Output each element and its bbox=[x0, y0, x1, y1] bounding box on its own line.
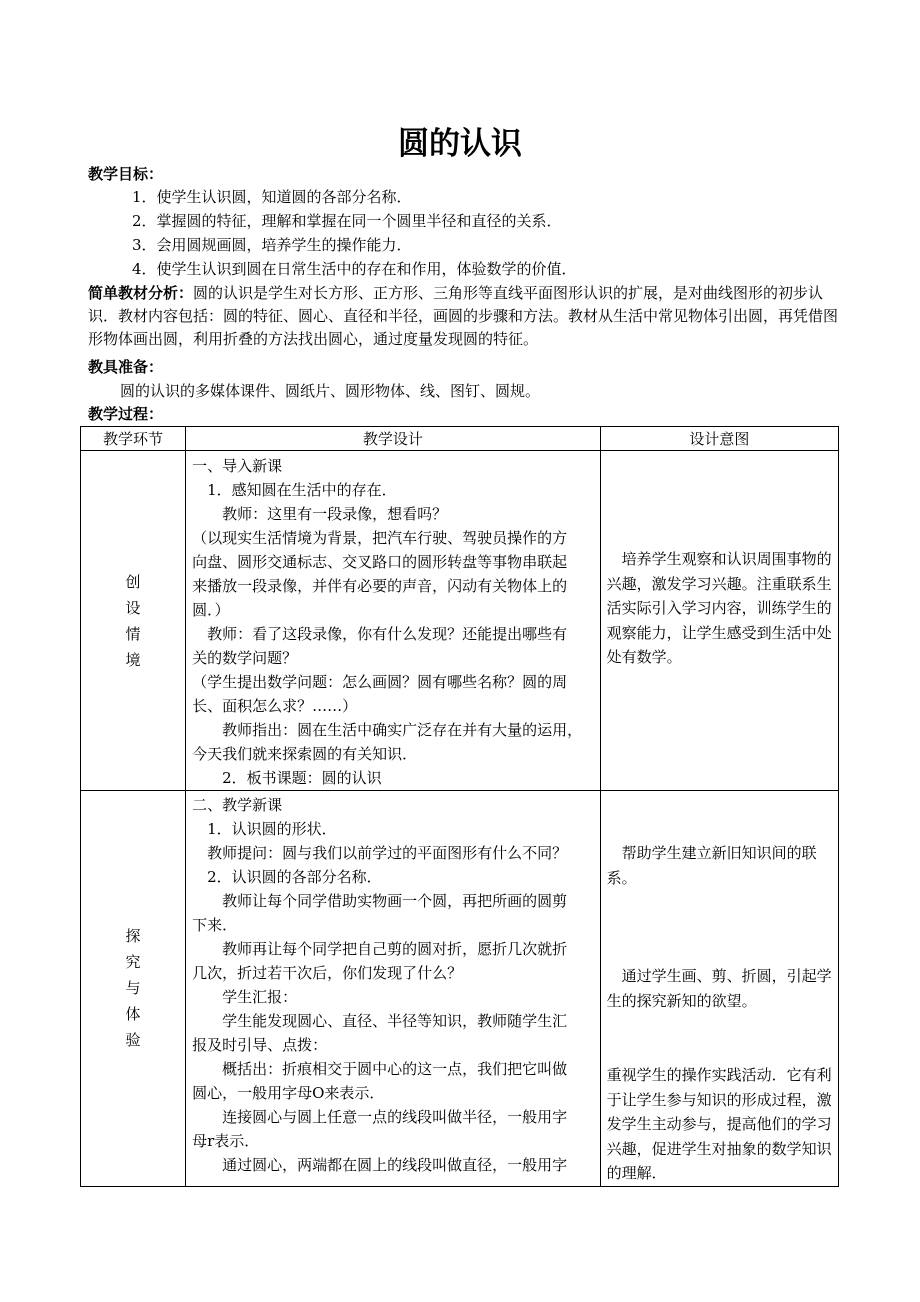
intent-text: 重视学生的操作实践活动．它有利于让学生参与知识的形成过程，激发学生主动参与，提高他们的学习兴趣，促进学生对抽象的数学知识的理解． bbox=[606, 1066, 832, 1182]
analysis-paragraph bbox=[88, 282, 840, 351]
design-line: 向盘、圆形交通标志、交叉路口的圆形转盘等事物串联起 bbox=[192, 553, 568, 571]
design-line: 学生汇报： bbox=[192, 988, 298, 1006]
design-line: 今天我们就来探索圆的有关知识． bbox=[192, 745, 418, 763]
stage-char: 究 bbox=[125, 953, 141, 972]
design-cell bbox=[186, 791, 601, 1187]
design-line: 教师指出：圆在生活中确实广泛存在并有大量的运用， bbox=[192, 721, 583, 739]
design-line: 来播放一段录像，并伴有必要的声音，闪动有关物体上的 bbox=[192, 577, 568, 595]
design-line: 教师：看了这段录像，你有什么发现？还能提出哪些有 bbox=[192, 625, 568, 643]
design-line: 几次，折过若干次后，你们发现了什么？ bbox=[192, 964, 463, 982]
design-line: 1．感知圆在生活中的存在． bbox=[192, 481, 397, 499]
objective-item: 3．会用圆规画圆，培养学生的操作能力． bbox=[132, 236, 412, 254]
design-line: 通过圆心，两端都在圆上的线段叫做直径，一般用字 bbox=[192, 1156, 568, 1174]
design-line: 教师提问：圆与我们以前学过的平面图形有什么不同？ bbox=[192, 844, 568, 862]
header-stage: 教学环节 bbox=[81, 427, 186, 451]
design-line: 圆心，一般用字母O来表示． bbox=[192, 1084, 385, 1102]
design-cell bbox=[186, 451, 601, 791]
stage-char: 与 bbox=[125, 979, 141, 998]
stage-cell bbox=[81, 451, 186, 791]
stage-char: 情 bbox=[125, 624, 141, 643]
analysis-heading: 简单教材分析： bbox=[88, 284, 194, 302]
intent-cell bbox=[600, 791, 838, 1187]
table-row bbox=[81, 451, 839, 791]
design-line: （学生提出数学问题：怎么画圆？圆有哪些名称？圆的周 bbox=[192, 673, 568, 691]
objective-item: 2．掌握圆的特征，理解和掌握在同一个圆里半径和直径的关系． bbox=[132, 212, 562, 230]
lesson-process-table bbox=[80, 426, 839, 1187]
design-line: 概括出：折痕相交于圆中心的这一点，我们把它叫做 bbox=[192, 1060, 568, 1078]
design-line: 二、教学新课 bbox=[192, 796, 283, 814]
design-line: 2．认识圆的各部分名称． bbox=[192, 868, 382, 886]
header-design: 教学设计 bbox=[186, 427, 601, 451]
intent-text: 培养学生观察和认识周围事物的兴趣，激发学习兴趣。注重联系生活实际引入学习内容，训练学生的观察能力，让学生感受到生活中处处有数学。 bbox=[606, 550, 832, 666]
design-line: 教师再让每个同学把自己剪的圆对折，愿折几次就折 bbox=[192, 940, 568, 958]
design-line: （以现实生活情境为背景，把汽车行驶、驾驶员操作的方 bbox=[192, 529, 568, 547]
stage-char: 体 bbox=[125, 1005, 141, 1024]
design-line: 教师：这里有一段录像，想看吗？ bbox=[192, 505, 448, 523]
stage-char: 境 bbox=[125, 650, 141, 669]
stage-char: 验 bbox=[125, 1031, 141, 1050]
design-line: 母r表示． bbox=[192, 1132, 260, 1150]
objective-item: 1．使学生认识圆，知道圆的各部分名称． bbox=[132, 188, 412, 206]
design-line: 报及时引导、点拨： bbox=[192, 1036, 328, 1054]
stage-char: 设 bbox=[125, 598, 141, 617]
stage-char: 创 bbox=[125, 572, 141, 591]
table-row bbox=[81, 791, 839, 1187]
design-line: 学生能发现圆心、直径、半径等知识，教师随学生汇 bbox=[192, 1012, 568, 1030]
intent-text: 通过学生画、剪、折圆，引起学生的探究新知的欲望。 bbox=[606, 967, 832, 1010]
process-heading: 教学过程： bbox=[88, 405, 164, 423]
table-header-row bbox=[81, 427, 839, 451]
design-line: 教师让每个同学借助实物画一个圆，再把所画的圆剪 bbox=[192, 892, 568, 910]
intent-text: 帮助学生建立新旧知识间的联系。 bbox=[606, 844, 817, 887]
header-intent: 设计意图 bbox=[600, 427, 838, 451]
tools-heading: 教具准备： bbox=[88, 358, 164, 376]
stage-char: 探 bbox=[125, 927, 141, 946]
page-title: 圆的认识 bbox=[398, 126, 522, 162]
design-line: 关的数学问题？ bbox=[192, 649, 298, 667]
intent-cell bbox=[600, 451, 838, 791]
design-line: 圆．） bbox=[192, 601, 230, 619]
design-line: 下来． bbox=[192, 916, 238, 934]
objectives-heading: 教学目标： bbox=[88, 165, 164, 183]
objective-item: 4．使学生认识到圆在日常生活中的存在和作用，体验数学的价值． bbox=[132, 260, 577, 278]
design-line: 1．认识圆的形状． bbox=[192, 820, 337, 838]
analysis-text: 圆的认识是学生对长方形、正方形、三角形等直线平面图形认识的扩展，是对曲线图形的初步认识．教材内容包括：圆的特征、圆心、直径和半径，画圆的步骤和方法。教材从生活中常见物体引出圆，再凭借图形物体画出圆，利用折叠的方法找出圆心，通过度量发现圆的特征。 bbox=[88, 284, 839, 348]
design-line: 连接圆心与圆上任意一点的线段叫做半径，一般用字 bbox=[192, 1108, 568, 1126]
design-line: 一、导入新课 bbox=[192, 457, 283, 475]
tools-text: 圆的认识的多媒体课件、圆纸片、圆形物体、线、图钉、圆规。 bbox=[120, 382, 541, 400]
design-line: 长、面积怎么求？……） bbox=[192, 697, 358, 715]
stage-cell bbox=[81, 791, 186, 1187]
design-line: 2．板书课题：圆的认识 bbox=[192, 769, 382, 787]
